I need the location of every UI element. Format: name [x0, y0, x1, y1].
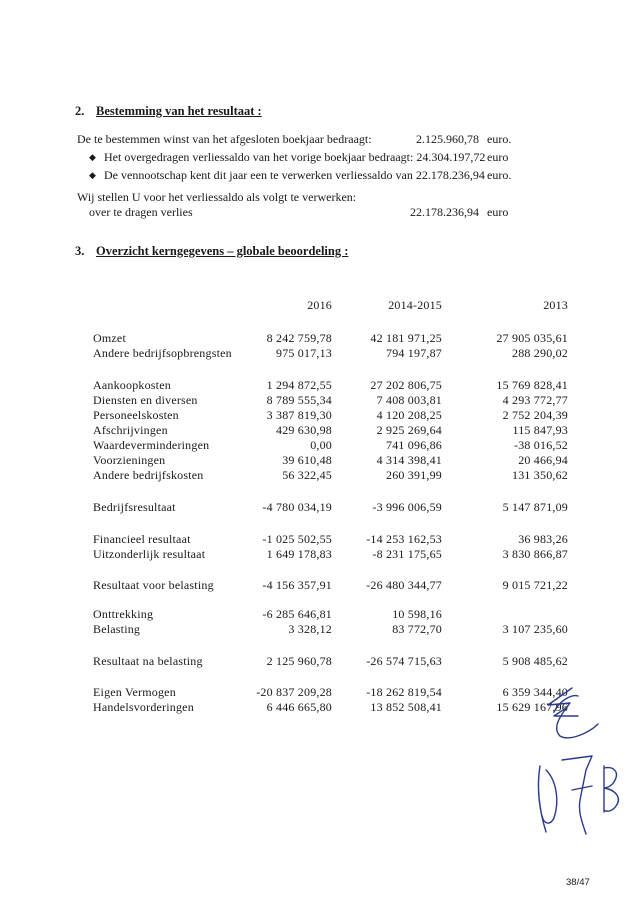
intro-label: De te bestemmen winst van het afgesloten boekjaar bedraagt:: [77, 132, 372, 146]
table-cell: 56 322,45: [282, 468, 332, 482]
row-label: Andere bedrijfsopbrengsten: [93, 346, 232, 360]
table-cell: 6 446 665,80: [266, 700, 332, 714]
table-cell: 13 852 508,41: [370, 700, 442, 714]
row-label: Aankoopkosten: [93, 378, 171, 392]
table-cell: -26 480 344,77: [366, 578, 442, 592]
table-cell: -14 253 162,53: [366, 532, 442, 546]
table-cell: 5 908 485,62: [502, 654, 568, 668]
table-cell: -26 574 715,63: [366, 654, 442, 668]
row-label: Financieel resultaat: [93, 532, 191, 546]
row-label: Uitzonderlijk resultaat: [93, 547, 206, 561]
table-cell: 1 294 872,55: [266, 378, 332, 392]
table-cell: 2 125 960,78: [266, 654, 332, 668]
table-cell: 9 015 721,22: [502, 578, 568, 592]
table-cell: 131 350,62: [512, 468, 568, 482]
table-cell: 6 359 344,40: [502, 685, 568, 699]
table-cell: 3 328,12: [288, 622, 332, 636]
table-cell: 42 181 971,25: [370, 331, 442, 345]
row-label: Eigen Vermogen: [93, 685, 176, 699]
row-label: Waardeverminderingen: [93, 438, 210, 452]
table-cell: 5 147 871,09: [502, 500, 568, 514]
table-cell: 7 408 003,81: [376, 393, 442, 407]
table-cell: 3 830 866,87: [502, 547, 568, 561]
intro-unit: euro.: [487, 132, 512, 146]
table-cell: 0,00: [310, 438, 332, 452]
column-header: 2013: [543, 298, 568, 312]
table-cell: 8 789 555,34: [266, 393, 332, 407]
table-cell: 3 387 819,30: [266, 408, 332, 422]
table-cell: 260 391,99: [386, 468, 442, 482]
table-cell: -8 231 175,65: [372, 547, 442, 561]
row-label: Andere bedrijfskosten: [93, 468, 204, 482]
row-label: Diensten en diversen: [93, 393, 198, 407]
bullet-unit-1: euro: [487, 150, 509, 164]
intro-value: 2.125.960,78: [416, 132, 479, 146]
table-cell: -3 996 006,59: [372, 500, 442, 514]
column-header: 2014-2015: [388, 298, 442, 312]
table-cell: -4 780 034,19: [262, 500, 332, 514]
table-cell: 4 293 772,77: [502, 393, 568, 407]
section2-number: 2.: [75, 104, 85, 118]
row-label: Handelsvorderingen: [93, 700, 194, 714]
table-cell: 794 197,87: [386, 346, 442, 360]
section3-title: Overzicht kerngegevens – globale beoordeling :: [96, 244, 349, 258]
section2-title: Bestemming van het resultaat :: [96, 104, 262, 118]
table-cell: 429 630,98: [276, 423, 332, 437]
table-cell: 36 983,26: [518, 532, 568, 546]
row-label: Afschrijvingen: [93, 423, 168, 437]
bullet-unit-2: euro.: [487, 168, 512, 182]
bullet-diamond-icon: ◆: [89, 152, 96, 162]
section3-number: 3.: [75, 244, 85, 258]
row-label: Onttrekking: [93, 607, 154, 621]
carry-value: 22.178.236,94: [410, 205, 479, 219]
table-cell: 20 466,94: [518, 453, 568, 467]
row-label: Resultaat voor belasting: [93, 578, 214, 592]
table-cell: -1 025 502,55: [262, 532, 332, 546]
table-cell: 975 017,13: [276, 346, 332, 360]
bullet-line-2: De vennootschap kent dit jaar een te verwerken verliessaldo van 22.178.236,94: [104, 168, 485, 182]
table-cell: 115 847,93: [512, 423, 568, 437]
row-label: Bedrijfsresultaat: [93, 500, 176, 514]
table-cell: -18 262 819,54: [366, 685, 442, 699]
bullet-line-1: Het overgedragen verliessaldo van het vorige boekjaar bedraagt: 24.304.197,72: [104, 150, 486, 164]
table-cell: 27 202 806,75: [370, 378, 442, 392]
table-cell: -20 837 209,28: [256, 685, 332, 699]
table-cell: 1 649 178,83: [266, 547, 332, 561]
table-cell: 10 598,16: [392, 607, 442, 621]
row-label: Personeelskosten: [93, 408, 179, 422]
proposal-text: Wij stellen U voor het verliessaldo als volgt te verwerken:: [77, 190, 357, 204]
bullet-diamond-icon: ◆: [89, 170, 96, 180]
table-cell: -4 156 357,91: [262, 578, 332, 592]
table-cell: 2 752 204,39: [502, 408, 568, 422]
table-cell: 27 905 035,61: [496, 331, 568, 345]
column-header: 2016: [307, 298, 332, 312]
row-label: Belasting: [93, 622, 141, 636]
carry-unit: euro: [487, 205, 509, 219]
table-cell: 288 290,02: [512, 346, 568, 360]
table-cell: -38 016,52: [514, 438, 568, 452]
table-cell: 4 314 398,41: [376, 453, 442, 467]
carry-label: over te dragen verlies: [89, 205, 193, 219]
table-cell: 2 925 269,64: [376, 423, 442, 437]
page-number: 38/47: [566, 877, 590, 888]
table-cell: 4 120 208,25: [376, 408, 442, 422]
table-cell: 15 769 828,41: [496, 378, 568, 392]
row-label: Resultaat na belasting: [93, 654, 203, 668]
row-label: Omzet: [93, 331, 126, 345]
table-cell: 3 107 235,60: [502, 622, 568, 636]
table-cell: 741 096,86: [386, 438, 442, 452]
table-cell: 39 610,48: [282, 453, 332, 467]
table-cell: 83 772,70: [392, 622, 442, 636]
table-cell: 15 629 167,96: [496, 700, 568, 714]
table-cell: -6 285 646,81: [262, 607, 332, 621]
row-label: Voorzieningen: [93, 453, 166, 467]
table-cell: 8 242 759,78: [266, 331, 332, 345]
